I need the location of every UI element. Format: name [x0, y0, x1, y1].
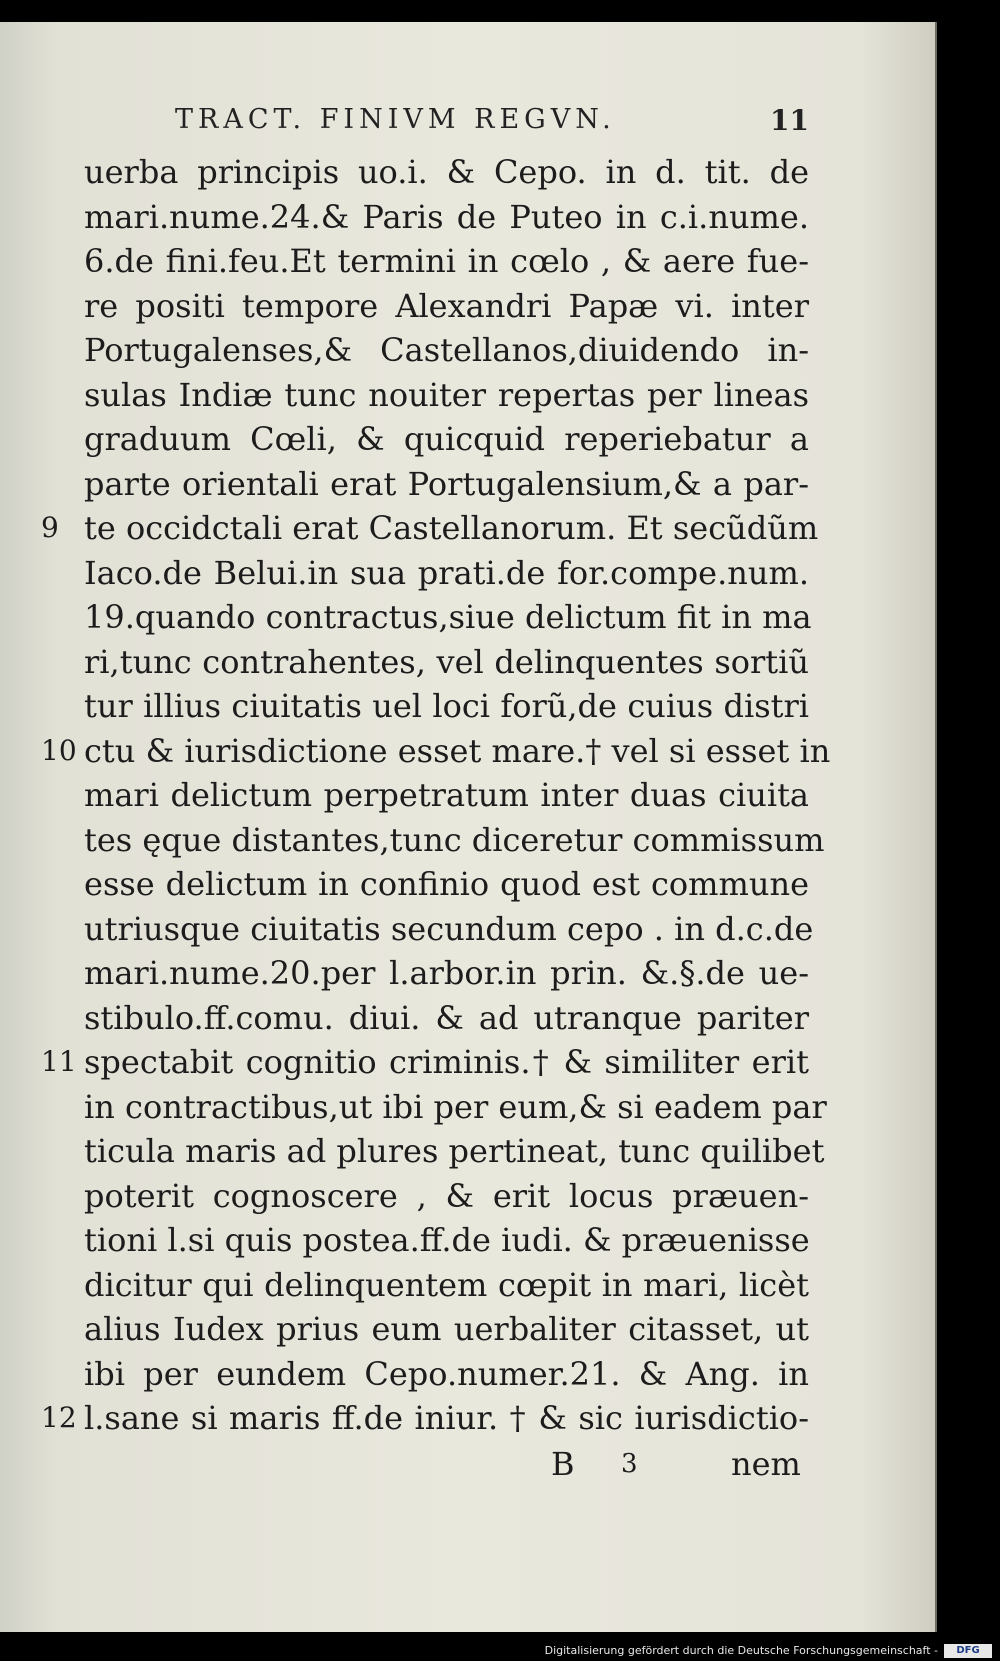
line-text: ctu & iurisdictione esset mare.† vel si esset in	[84, 731, 831, 770]
line-text: l.sane si maris ff.de iniur. † & sic iurisdictio-	[84, 1399, 809, 1437]
line-text: ticula maris ad plures pertineat, tunc quilibet	[84, 1132, 825, 1170]
text-line	[84, 862, 809, 907]
line-text: ri,tunc contrahentes, vel delinquentes sortiũ	[84, 642, 809, 681]
text-line	[41, 1040, 809, 1085]
line-text: tioni l.si quis postea.ff.de iudi. & præuenisse	[84, 1221, 810, 1259]
line-text: parte orientali erat Portugalensium,& a par-	[84, 464, 809, 503]
text-line	[84, 907, 814, 952]
line-text: ibi per eundem Cepo.numer.21. & Ang. in	[84, 1354, 809, 1393]
margin-note-number: 11	[41, 1045, 77, 1078]
signature-number: 3	[621, 1449, 638, 1479]
text-line	[84, 996, 809, 1041]
text-line	[84, 818, 825, 863]
folio-number: 11	[770, 104, 809, 137]
text-line	[84, 150, 809, 195]
text-line	[84, 195, 809, 240]
line-text: poterit cognoscere , & erit locus præuen-	[84, 1176, 809, 1215]
text-line	[84, 1307, 809, 1352]
text-line	[41, 729, 831, 774]
line-text: utriusque ciuitatis secundum cepo . in d.c.de	[84, 909, 814, 948]
text-line	[84, 1218, 809, 1263]
text-line	[84, 1352, 809, 1397]
margin-note-number: 9	[41, 511, 59, 544]
text-line	[84, 417, 809, 462]
text-line	[41, 506, 819, 551]
text-line	[84, 1129, 825, 1174]
line-text: mari.nume.20.per l.arbor.in prin. &.§.de ue-	[84, 954, 809, 992]
line-text: dicitur qui delinquentem cœpit in mari, licèt	[84, 1265, 809, 1304]
text-line	[84, 239, 809, 284]
line-text: mari.nume.24.& Paris de Puteo in c.i.nume.	[84, 197, 809, 236]
text-line	[84, 1085, 827, 1130]
text-line	[84, 328, 809, 373]
signature-mark: B	[551, 1445, 575, 1483]
line-text: sulas Indiæ tunc nouiter repertas per lineas	[84, 375, 809, 414]
margin-note-number: 12	[41, 1401, 77, 1434]
dfg-logo: DFG	[944, 1644, 992, 1658]
text-line	[84, 640, 809, 685]
text-line	[84, 551, 809, 596]
text-line	[84, 684, 809, 729]
book-page	[0, 22, 937, 1632]
line-text: stibulo.ff.comu. diui. & ad utranque pariter	[84, 998, 809, 1037]
margin-note-number: 10	[41, 733, 77, 767]
text-line	[84, 1263, 809, 1308]
line-text: spectabit cognitio criminis.† & similiter erit	[84, 1043, 809, 1081]
line-text: 6.de fini.feu.Et termini in cœlo , & aere fue-	[84, 242, 809, 280]
line-text: Portugalenses,& Castellanos,diuidendo in-	[84, 331, 809, 369]
text-line	[84, 373, 809, 418]
digitization-credit: Digitalisierung gefördert durch die Deutsche Forschungsgemeinschaft -	[544, 1644, 938, 1657]
line-text: alius Iudex prius eum uerbaliter citasset, ut	[84, 1310, 809, 1348]
line-text: Iaco.de Belui.in sua prati.de for.compe.num.	[84, 553, 809, 592]
line-text: te occidctali erat Castellanorum. Et secũdũm	[84, 509, 819, 547]
line-text: mari delictum perpetratum inter duas ciuita	[84, 776, 809, 814]
text-line	[84, 773, 809, 818]
text-line	[84, 462, 809, 507]
line-text: esse delictum in confinio quod est commune	[84, 865, 809, 903]
line-text: tur illius ciuitatis uel loci forũ,de cuius distri	[84, 687, 809, 725]
line-text: uerba principis uo.i. & Cepo. in d. tit. de	[84, 153, 809, 191]
line-text: re positi tempore Alexandri Papæ vi. inter	[84, 286, 809, 325]
text-block	[41, 150, 831, 1441]
line-text: graduum Cœli, & quicquid reperiebatur a	[84, 420, 809, 458]
running-title: TRACT. FINIVM REGVN.	[175, 104, 616, 135]
text-line	[84, 595, 812, 640]
catchword: nem	[731, 1445, 801, 1483]
text-line	[41, 1396, 809, 1441]
text-line	[84, 284, 809, 329]
line-text: tes ęque distantes,tunc diceretur commissum	[84, 820, 825, 859]
text-line	[84, 951, 809, 996]
line-text: 19.quando contractus,siue delictum fit in ma	[84, 598, 812, 636]
text-line	[84, 1174, 809, 1219]
line-text: in contractibus,ut ibi per eum,& si eadem par	[84, 1087, 827, 1126]
